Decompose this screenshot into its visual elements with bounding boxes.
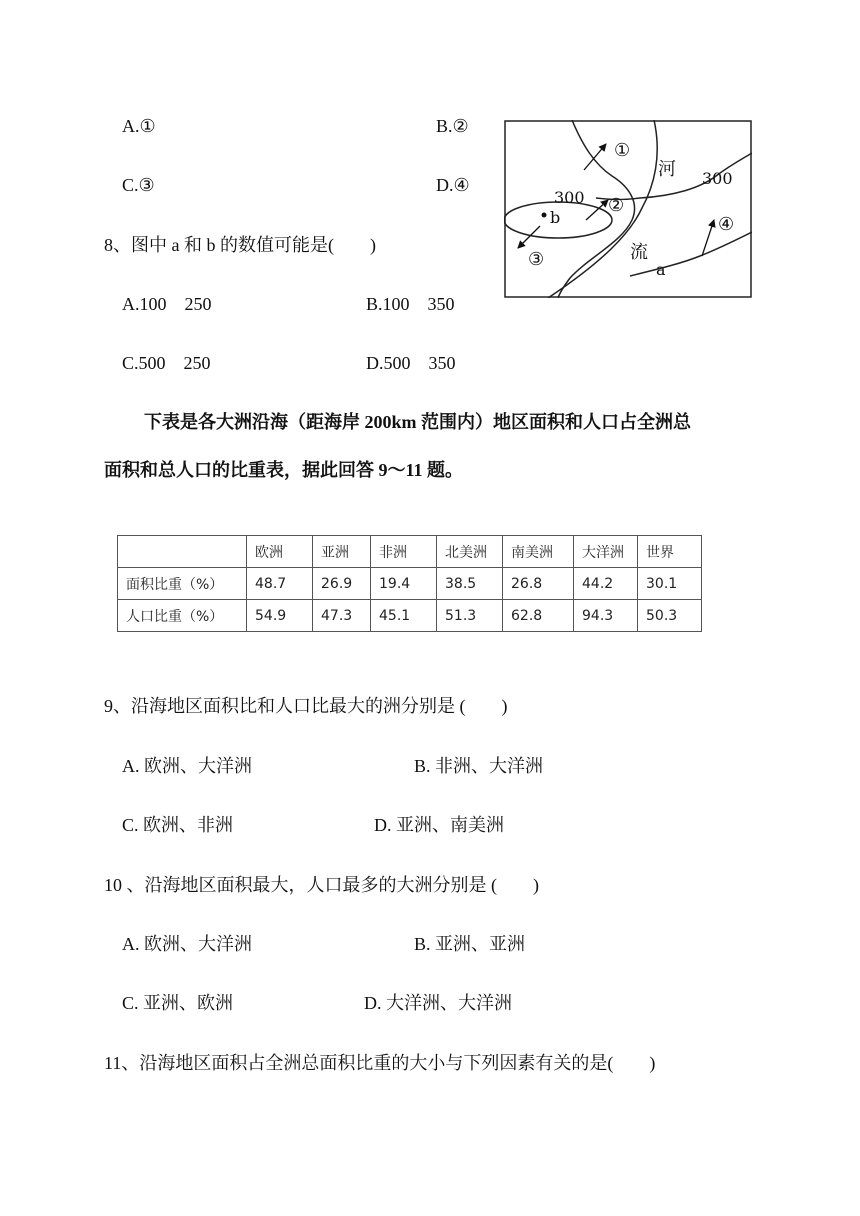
table-cell: 38.5 xyxy=(437,568,503,600)
label-river-liu: 流 xyxy=(630,242,648,263)
table-row xyxy=(118,600,702,632)
intro-line-1: 下表是各大洲沿海（距海岸 200km 范围内）地区面积和人口占全洲总 xyxy=(144,412,692,432)
label-b: b xyxy=(550,208,561,227)
table-cell: 47.3 xyxy=(313,600,371,632)
table-cell: 54.9 xyxy=(247,600,313,632)
table-cell: 26.9 xyxy=(313,568,371,600)
table-row xyxy=(118,568,702,600)
q8-option-d: D.500 350 xyxy=(366,353,456,373)
q9-stem: 9、沿海地区面积比和人口比最大的洲分别是 ( ) xyxy=(104,696,508,716)
label-river-he: 河 xyxy=(658,159,676,180)
contour-map xyxy=(504,120,752,298)
table-header-cell: 南美洲 xyxy=(503,536,574,568)
table-header-cell: 欧洲 xyxy=(247,536,313,568)
label-a: a xyxy=(656,260,666,279)
label-300-right: 300 xyxy=(702,169,733,188)
q9-option-b: B. 非洲、大洋洲 xyxy=(414,756,544,776)
q8-option-a: A.100 250 xyxy=(122,294,212,314)
table-cell: 51.3 xyxy=(437,600,503,632)
q8-option-b: B.100 350 xyxy=(366,294,455,314)
q8-stem: 8、图中 a 和 b 的数值可能是( ) xyxy=(104,235,376,255)
q7-option-b: B.② xyxy=(436,116,469,136)
intro-line-2: 面积和总人口的比重表，据此回答 9～11 题。 xyxy=(104,460,464,480)
table-cell: 26.8 xyxy=(503,568,574,600)
table-header-cell xyxy=(118,536,247,568)
q9-option-d: D. 亚洲、南美洲 xyxy=(374,815,504,835)
table-cell: 48.7 xyxy=(247,568,313,600)
table-cell: 62.8 xyxy=(503,600,574,632)
table-cell: 30.1 xyxy=(638,568,702,600)
continent-coastal-table xyxy=(117,535,702,632)
table-header-cell: 北美洲 xyxy=(437,536,503,568)
q11-stem: 11、沿海地区面积占全洲总面积比重的大小与下列因素有关的是( ) xyxy=(104,1053,656,1073)
q10-stem: 10 、沿海地区面积最大，人口最多的大洲分别是 ( ) xyxy=(104,875,539,895)
q8-option-c: C.500 250 xyxy=(122,353,211,373)
q9-option-a: A. 欧洲、大洋洲 xyxy=(122,756,252,776)
q7-option-a: A.① xyxy=(122,116,156,136)
arrow-2 xyxy=(586,200,608,220)
label-circle-1: ① xyxy=(614,140,631,161)
label-300-left: 300 xyxy=(554,188,585,207)
table-header-cell: 大洋洲 xyxy=(574,536,638,568)
table-cell: 45.1 xyxy=(371,600,437,632)
q7-option-c: C.③ xyxy=(122,175,155,195)
label-circle-2: ② xyxy=(608,195,625,216)
q10-option-a: A. 欧洲、大洋洲 xyxy=(122,934,252,954)
q9-option-c: C. 欧洲、非洲 xyxy=(122,815,234,835)
table-cell: 50.3 xyxy=(638,600,702,632)
table-cell: 19.4 xyxy=(371,568,437,600)
table-row-label: 面积比重（%） xyxy=(118,568,247,600)
arrow-1 xyxy=(584,144,606,170)
q10-option-c: C. 亚洲、欧洲 xyxy=(122,993,234,1013)
table-cell: 94.3 xyxy=(574,600,638,632)
q10-option-d: D. 大洋洲、大洋洲 xyxy=(364,993,512,1013)
table-cell: 44.2 xyxy=(574,568,638,600)
table-row-label: 人口比重（%） xyxy=(118,600,247,632)
label-circle-3: ③ xyxy=(528,249,545,270)
table-header-cell: 世界 xyxy=(638,536,702,568)
label-circle-4: ④ xyxy=(718,214,735,235)
q10-option-b: B. 亚洲、亚洲 xyxy=(414,934,526,954)
table-header-row xyxy=(118,536,702,568)
point-b xyxy=(542,213,547,218)
contour-a xyxy=(630,232,752,276)
table-header-cell: 非洲 xyxy=(371,536,437,568)
table-header-cell: 亚洲 xyxy=(313,536,371,568)
q7-option-d: D.④ xyxy=(436,175,470,195)
